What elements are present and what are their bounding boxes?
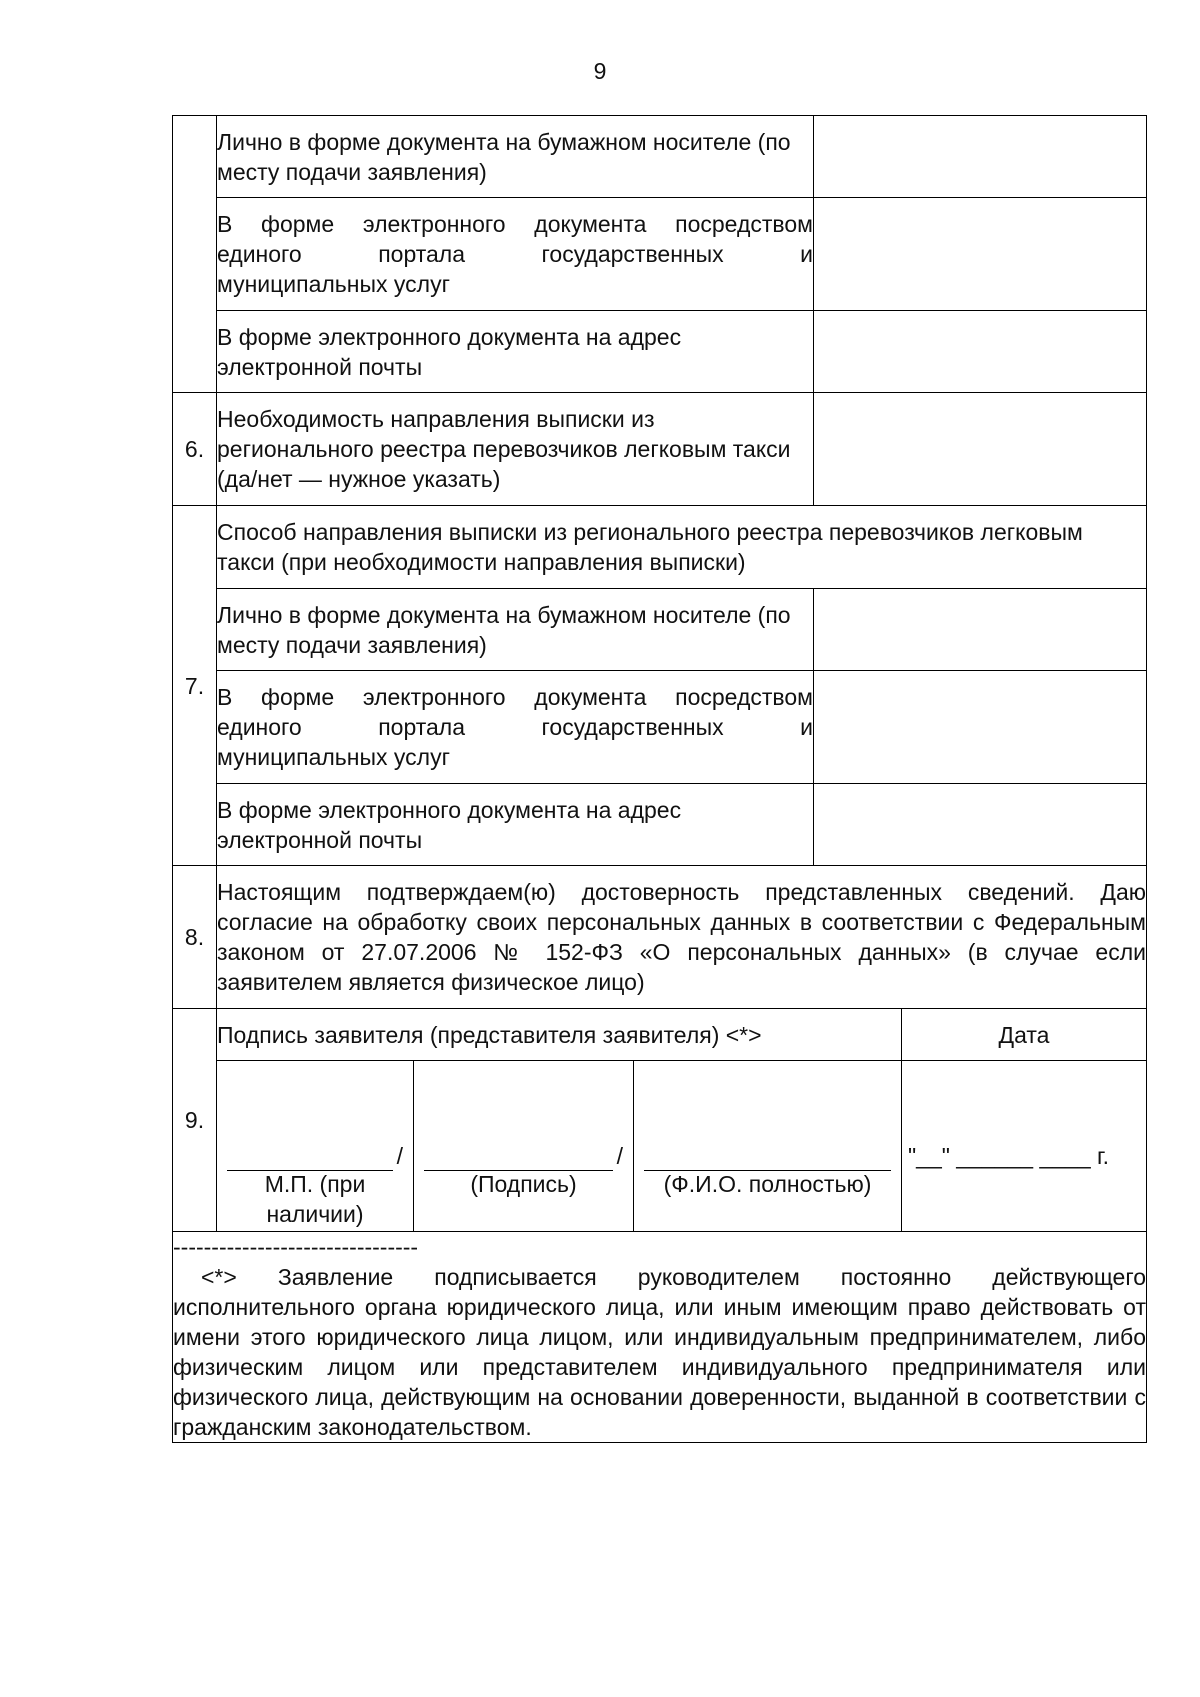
fullname-column xyxy=(634,1061,901,1231)
signature-column xyxy=(414,1061,634,1231)
page-number: 9 xyxy=(593,58,607,84)
row5-option-portal-line1: В форме электронного документа посредством xyxy=(217,211,813,237)
row7-option-paper-mark[interactable] xyxy=(814,589,1147,671)
row7-option-email: В форме электронного документа на адрес электронной почты xyxy=(217,784,814,866)
row7-option-portal-line2: единого портала государственных и xyxy=(217,714,813,740)
signature-line[interactable]: / xyxy=(424,1141,623,1171)
application-form-table xyxy=(172,115,1147,1443)
row6-number: 6. xyxy=(173,393,217,506)
stamp-caption: М.П. (при наличии) xyxy=(264,1171,366,1227)
row9-number: 9. xyxy=(173,1009,217,1232)
row7-option-portal xyxy=(217,671,814,784)
row5-option-portal xyxy=(217,198,814,311)
row7-option-paper: Лично в форме документа на бумажном носителе (по месту подачи заявления) xyxy=(217,589,814,671)
row5-option-portal-line2: единого портала государственных и xyxy=(217,241,813,267)
row9-date-header: Дата xyxy=(902,1009,1147,1061)
row5-option-paper: Лично в форме документа на бумажном носителе (по месту подачи заявления) xyxy=(217,116,814,198)
footnote-separator: -------------------------------- xyxy=(173,1234,419,1260)
fullname-caption: (Ф.И.О. полностью) xyxy=(663,1171,872,1197)
row5-option-portal-mark[interactable] xyxy=(814,198,1147,311)
row7-option-portal-line3: муниципальных услуг xyxy=(217,744,450,770)
row5-option-email-mark[interactable] xyxy=(814,311,1147,393)
row9-date-area[interactable] xyxy=(902,1061,1147,1232)
footnote-cell xyxy=(173,1232,1147,1443)
row7-option-portal-line1: В форме электронного документа посредством xyxy=(217,684,813,710)
row6-answer-cell[interactable] xyxy=(814,393,1147,506)
row5-option-paper-mark[interactable] xyxy=(814,116,1147,198)
row8-consent-text: Настоящим подтверждаем(ю) достоверность представленных сведений. Даю согласие на обработку своих персональных данных в соответствии с Федеральным законом от 27.07.2006 № 152-ФЗ «О персональных данных» (в случае если заявителем является физическое лицо) xyxy=(217,866,1147,1009)
row5-option-portal-line3: муниципальных услуг xyxy=(217,271,450,297)
footnote-text: <*> Заявление подписывается руководителем постоянно действующего исполнительного органа юридического лица, или иным имеющим право действовать от имени этого юридического лица лицом, или индивидуальным предпринимателем, либо физическим лицом или представителем индивидуального предпринимателя или физического лица, действующим на основании доверенности, выданной в соответствии с гражданским законодательством. xyxy=(173,1264,1146,1440)
row6-text: Необходимость направления выписки из регионального реестра перевозчиков легковым такси (да/нет — нужное указать) xyxy=(217,393,814,506)
row7-number: 7. xyxy=(173,506,217,866)
stamp-line[interactable]: / xyxy=(227,1141,403,1171)
row8-number: 8. xyxy=(173,866,217,1009)
row5-option-email: В форме электронного документа на адрес электронной почты xyxy=(217,311,814,393)
row7-option-portal-mark[interactable] xyxy=(814,671,1147,784)
stamp-column xyxy=(217,1061,414,1231)
fullname-line[interactable] xyxy=(644,1141,891,1171)
row9-signature-area xyxy=(217,1061,902,1232)
row9-signature-header: Подпись заявителя (представителя заявителя) <*> xyxy=(217,1009,902,1061)
row5-number-cell xyxy=(173,116,217,393)
signature-caption: (Подпись) xyxy=(470,1171,577,1197)
row7-header: Способ направления выписки из регионального реестра перевозчиков легковым такси (при необходимости направления выписки) xyxy=(217,506,1147,589)
row7-option-email-mark[interactable] xyxy=(814,784,1147,866)
date-fill-line: "__" ______ ____ г. xyxy=(908,1143,1109,1169)
